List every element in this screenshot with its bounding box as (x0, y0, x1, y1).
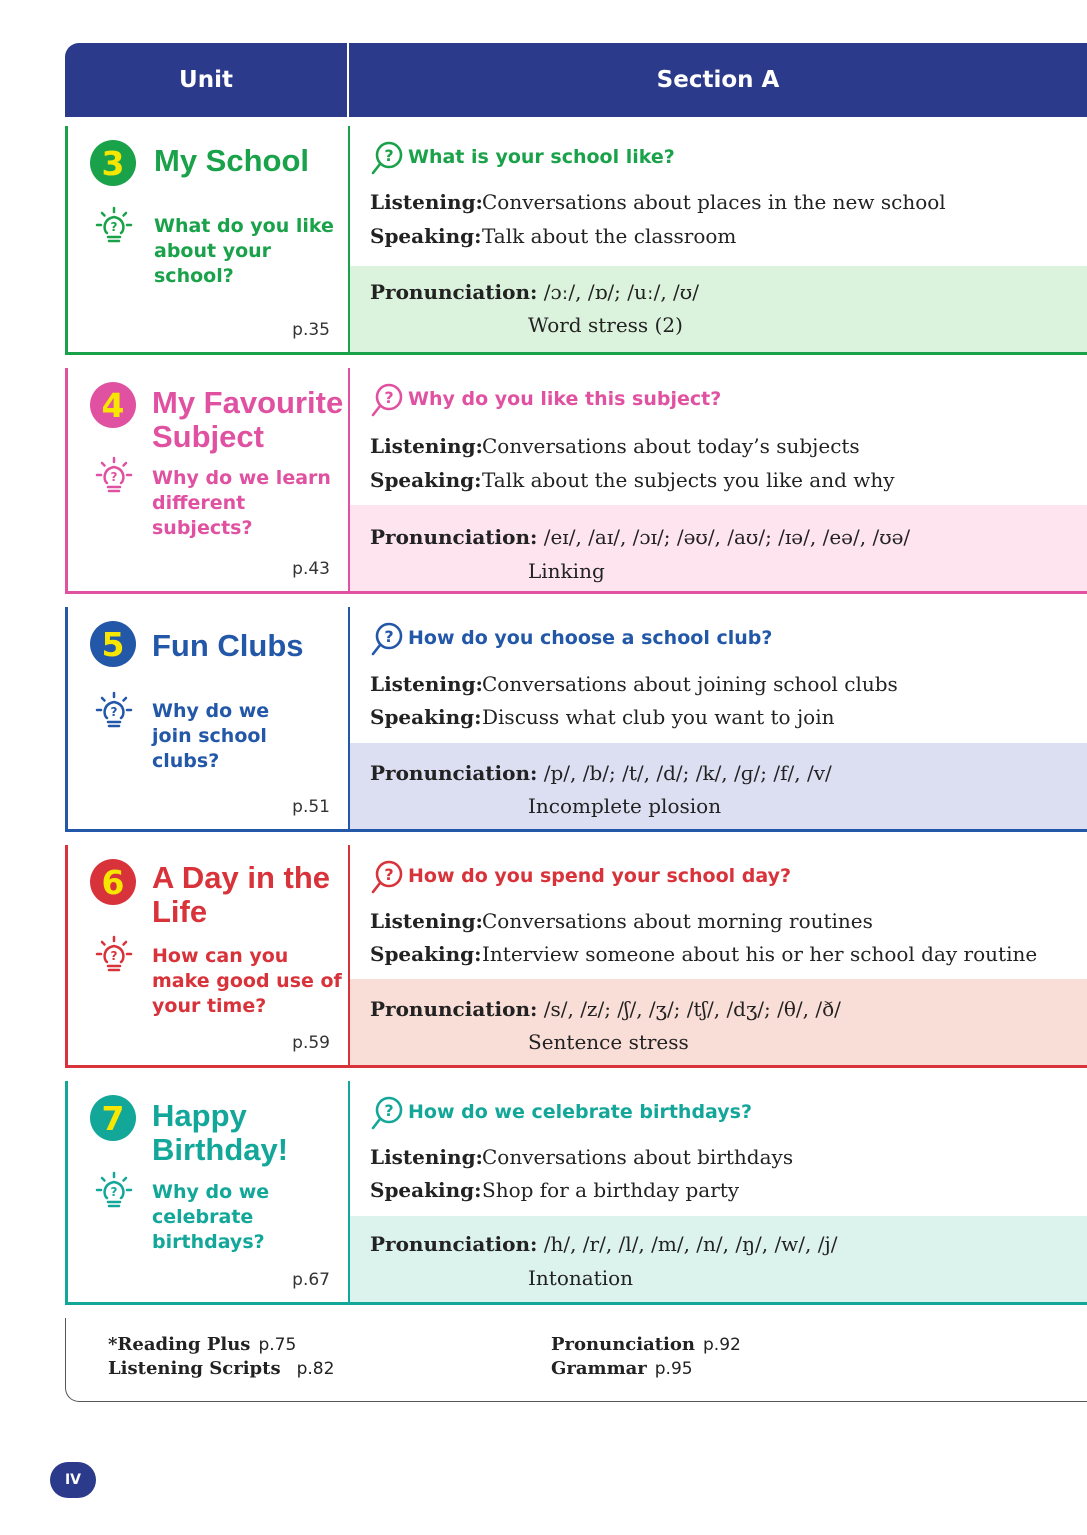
pronunciation-panel (350, 1216, 1087, 1302)
speaking-line (370, 705, 834, 729)
unit-page-number: p.35 (292, 320, 330, 340)
svg-text:?: ? (384, 1101, 394, 1120)
listening-text: Conversations about morning routines (482, 909, 873, 933)
pronunciation-sounds: /h/, /r/, /l/, /m/, /n/, /ŋ/, /w/, /j/ (543, 1232, 838, 1256)
svg-text:?: ? (384, 865, 394, 884)
table-header (65, 43, 1087, 117)
pronunciation-sounds: /p/, /b/; /t/, /d/; /k/, /ɡ/; /f/, /v/ (543, 761, 832, 785)
section-question: How do we celebrate birthdays? (408, 1101, 753, 1123)
pronunciation-topic: Word stress (2) (528, 313, 683, 337)
svg-text:?: ? (110, 220, 118, 234)
pronunciation-line (370, 997, 841, 1021)
speaking-label: Speaking: (370, 224, 482, 248)
unit-cell (68, 126, 350, 352)
speaking-label: Speaking: (370, 1178, 482, 1202)
listening-label: Listening: (370, 1145, 483, 1169)
grammar-entry (551, 1358, 693, 1379)
reading-plus-page: p.75 (258, 1335, 297, 1355)
pronunciation-panel (350, 505, 1087, 591)
pronunciation-label: Pronunciation: (370, 997, 538, 1021)
unit-number-badge: 6 (90, 859, 136, 905)
pronunciation-panel (350, 743, 1087, 829)
reading-plus-entry (108, 1334, 296, 1355)
pronunciation-sounds: /eɪ/, /aɪ/, /ɔɪ/; /əʊ/, /aʊ/; /ɪə/, /eə/, /ʊə/ (543, 525, 911, 549)
magnifier-question-icon (370, 382, 404, 418)
listening-line (370, 190, 946, 214)
listening-text: Conversations about today’s subjects (482, 434, 860, 458)
magnifier-question-icon (370, 140, 404, 176)
pronunciation-appendix-label: Pronunciation (551, 1334, 695, 1355)
svg-text:?: ? (384, 627, 394, 646)
svg-text:?: ? (384, 146, 394, 165)
unit-title: A Day in the Life (152, 860, 330, 929)
unit-row (65, 1081, 1087, 1305)
pronunciation-topic: Sentence stress (528, 1030, 689, 1054)
pronunciation-label: Pronunciation: (370, 761, 538, 785)
svg-text:?: ? (384, 388, 394, 407)
unit-title: Happy Birthday! (152, 1098, 289, 1167)
listening-line (370, 672, 898, 696)
listening-label: Listening: (370, 190, 483, 214)
section-question: What is your school like? (408, 146, 675, 168)
section-a-cell (350, 1081, 1087, 1302)
unit-number-badge: 3 (90, 140, 136, 186)
appendix-footer (65, 1318, 1087, 1402)
speaking-text: Talk about the subjects you like and why (482, 468, 895, 492)
section-a-cell (350, 126, 1087, 352)
unit-big-question: How can you make good use of your time? (152, 945, 342, 1017)
lightbulb-question-icon (94, 206, 134, 246)
section-a-cell (350, 368, 1087, 591)
listening-label: Listening: (370, 434, 483, 458)
speaking-label: Speaking: (370, 942, 482, 966)
listening-label: Listening: (370, 672, 483, 696)
pronunciation-sounds: /ɔː/, /ɒ/; /uː/, /ʊ/ (543, 280, 699, 304)
unit-number-badge: 7 (90, 1095, 136, 1141)
listening-line (370, 1145, 793, 1169)
listening-text: Conversations about birthdays (482, 1145, 794, 1169)
unit-row (65, 368, 1087, 594)
speaking-line (370, 224, 736, 248)
listening-line (370, 434, 860, 458)
svg-text:?: ? (110, 705, 118, 719)
page-number-badge: IV (50, 1462, 96, 1498)
speaking-text: Shop for a birthday party (482, 1178, 740, 1202)
unit-title: My Favourite Subject (152, 385, 344, 454)
listening-scripts-entry (108, 1358, 334, 1379)
section-question: Why do you like this subject? (408, 388, 722, 410)
unit-row (65, 607, 1087, 832)
lightbulb-question-icon (94, 456, 134, 496)
section-a-column-header: Section A (656, 67, 780, 93)
svg-text:?: ? (110, 470, 118, 484)
unit-page-number: p.43 (292, 559, 330, 579)
unit-big-question: Why do we join school clubs? (152, 700, 270, 772)
pronunciation-panel (350, 979, 1087, 1065)
svg-text:?: ? (110, 949, 118, 963)
section-a-cell (350, 845, 1087, 1065)
lightbulb-question-icon (94, 935, 134, 975)
pronunciation-sounds: /s/, /z/; /ʃ/, /ʒ/; /tʃ/, /dʒ/; /θ/, /ð/ (543, 997, 841, 1021)
section-a-cell (350, 607, 1087, 829)
magnifier-question-icon (370, 1095, 404, 1131)
unit-row (65, 845, 1087, 1068)
magnifier-question-icon (370, 859, 404, 895)
speaking-label: Speaking: (370, 705, 482, 729)
unit-cell (68, 607, 350, 829)
unit-big-question: Why do we celebrate birthdays? (152, 1181, 270, 1253)
lightbulb-question-icon (94, 691, 134, 731)
unit-column-header: Unit (65, 43, 349, 117)
listening-scripts-page: p.82 (296, 1359, 335, 1379)
pronunciation-line (370, 280, 699, 304)
pronunciation-topic: Linking (528, 559, 605, 583)
lightbulb-question-icon (94, 1171, 134, 1211)
unit-number-badge: 5 (90, 621, 136, 667)
unit-number-badge: 4 (90, 382, 136, 428)
speaking-line (370, 942, 1037, 966)
section-question: How do you choose a school club? (408, 627, 773, 649)
unit-title: Fun Clubs (152, 628, 304, 663)
pronunciation-label: Pronunciation: (370, 525, 538, 549)
listening-text: Conversations about places in the new school (482, 190, 946, 214)
unit-page-number: p.67 (292, 1270, 330, 1290)
listening-label: Listening: (370, 909, 483, 933)
unit-big-question: Why do we learn different subjects? (152, 467, 331, 539)
pronunciation-topic: Incomplete plosion (528, 794, 722, 818)
unit-page-number: p.59 (292, 1033, 330, 1053)
speaking-text: Talk about the classroom (482, 224, 737, 248)
unit-title: My School (154, 143, 310, 178)
grammar-label: Grammar (551, 1358, 647, 1379)
pronunciation-line (370, 525, 910, 549)
speaking-line (370, 468, 895, 492)
listening-scripts-label: Listening Scripts (108, 1358, 281, 1379)
unit-cell (68, 845, 350, 1065)
grammar-page: p.95 (654, 1359, 693, 1379)
unit-cell (68, 1081, 350, 1302)
section-question: How do you spend your school day? (408, 865, 792, 887)
magnifier-question-icon (370, 621, 404, 657)
unit-page-number: p.51 (292, 797, 330, 817)
reading-plus-label: *Reading Plus (108, 1334, 251, 1355)
pronunciation-line (370, 761, 832, 785)
pronunciation-line (370, 1232, 837, 1256)
speaking-line (370, 1178, 739, 1202)
unit-big-question: What do you like about your school? (154, 215, 334, 287)
pronunciation-entry (551, 1334, 741, 1355)
pronunciation-panel (350, 266, 1087, 352)
pronunciation-appendix-page: p.92 (703, 1335, 741, 1355)
speaking-text: Interview someone about his or her school day routine (482, 942, 1038, 966)
unit-cell (68, 368, 350, 591)
pronunciation-label: Pronunciation: (370, 280, 538, 304)
pronunciation-topic: Intonation (528, 1266, 634, 1290)
pronunciation-label: Pronunciation: (370, 1232, 538, 1256)
listening-text: Conversations about joining school clubs (482, 672, 898, 696)
svg-text:?: ? (110, 1185, 118, 1199)
listening-line (370, 909, 873, 933)
speaking-label: Speaking: (370, 468, 482, 492)
speaking-text: Discuss what club you want to join (482, 705, 835, 729)
unit-row (65, 126, 1087, 355)
